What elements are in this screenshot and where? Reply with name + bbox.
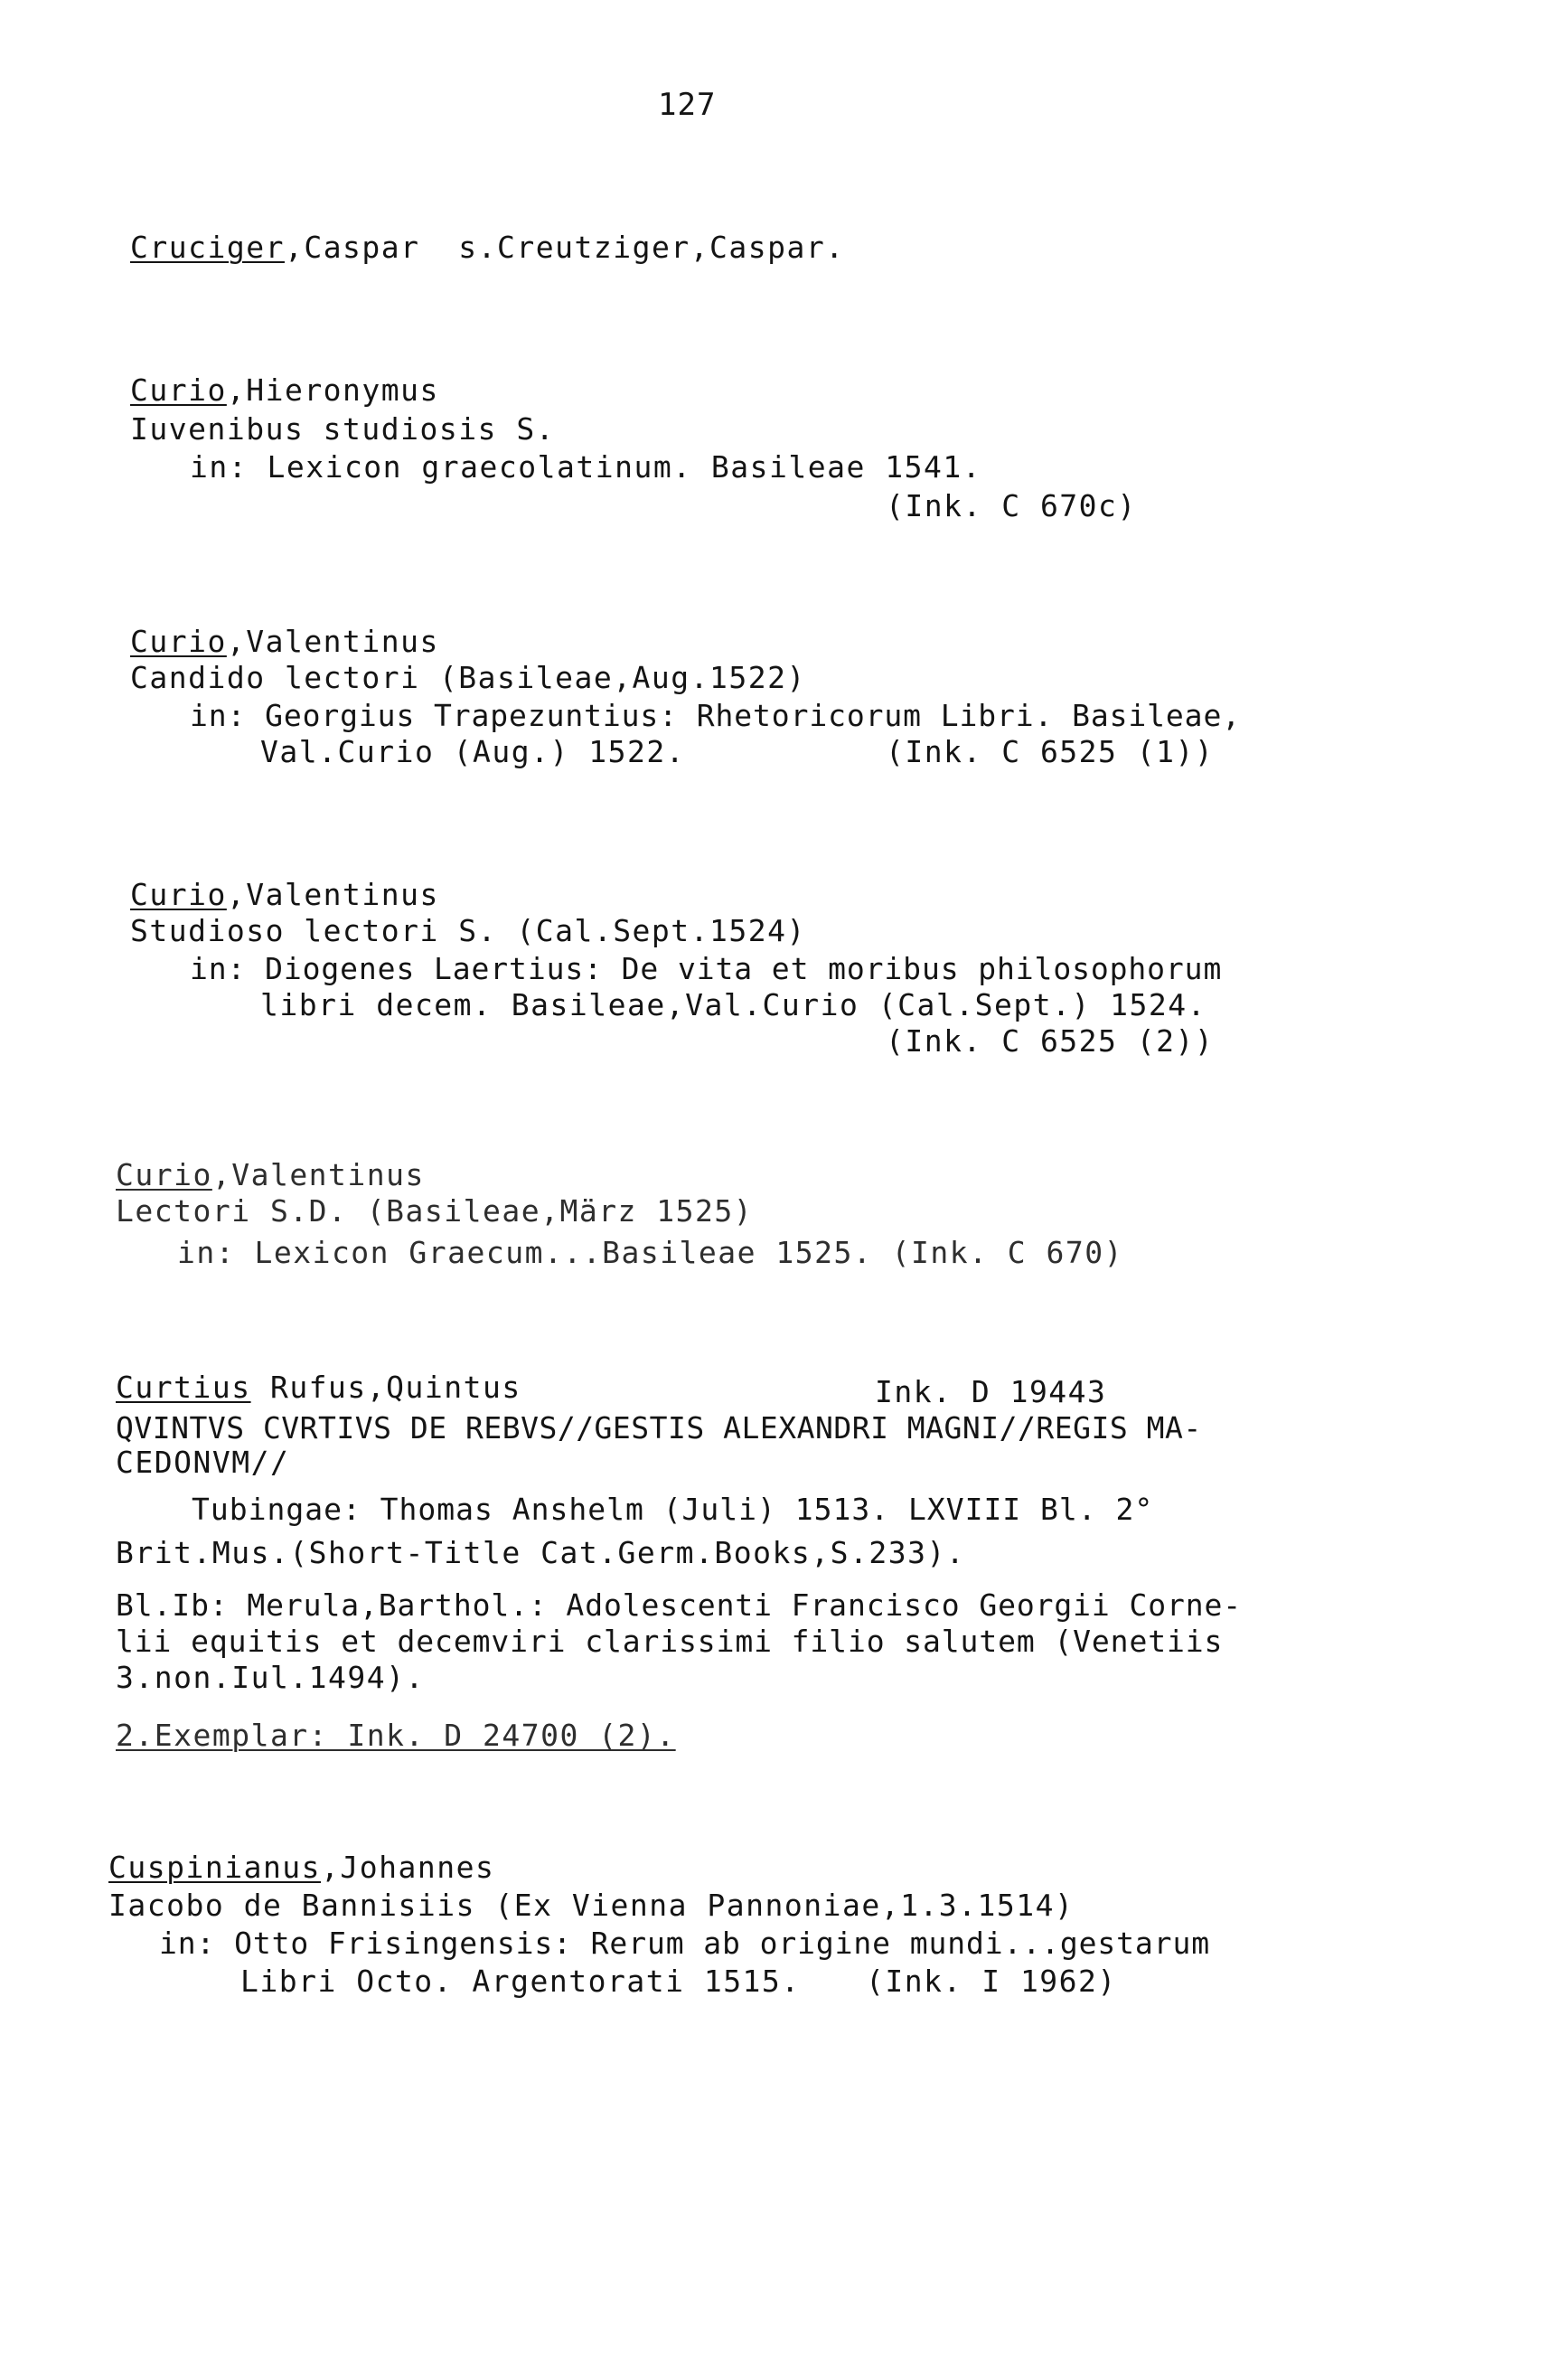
entry-heading: Curio [130, 372, 227, 408]
entry-call-number: Ink. D 19443 [875, 1374, 1107, 1409]
entry-text: Brit.Mus.(Short-Title Cat.Germ.Books,S.233). [116, 1535, 966, 1570]
entry-cruciger-heading-line [130, 230, 845, 266]
entry-heading: Curio [130, 877, 227, 912]
entry-text: Bl.Ib: Merula,Barthol.: Adolescenti Francisco Georgii Corne- [116, 1587, 1243, 1623]
entry-text: 3.non.Iul.1494). [116, 1660, 425, 1695]
entry-text: Rufus,Quintus [250, 1370, 521, 1405]
entry-text: Lectori S.D. (Basileae,März 1525) [116, 1193, 754, 1229]
entry-text: Libri Octo. Argentorati 1515. [240, 1964, 801, 1999]
entry-curio-hieronymus-heading-line [130, 372, 439, 409]
entry-call-number: (Ink. I 1962) [866, 1964, 1117, 1999]
entry-text: lii equitis et decemviri clarissimi filio salutem (Venetiis [116, 1624, 1224, 1659]
entry-text: ,Caspar s.Creutziger,Caspar. [284, 230, 845, 265]
entry-text: Iacobo de Bannisiis (Ex Vienna Pannoniae,1.3.1514) [108, 1888, 1075, 1923]
entry-text: Studioso lectori S. (Cal.Sept.1524) [130, 913, 806, 948]
entry-text: CEDONVM// [116, 1445, 290, 1480]
entry-heading: Cuspinianus [108, 1850, 322, 1885]
page-number: 127 [658, 87, 717, 123]
entry-heading: Curio [130, 624, 227, 659]
entry-call-number: (Ink. C 670c) [886, 488, 1137, 523]
entry-text: Iuvenibus studiosis S. [130, 411, 556, 447]
entry-text: ,Johannes [321, 1850, 495, 1885]
entry-heading: Curtius [116, 1370, 251, 1405]
entry-text: Val.Curio (Aug.) 1522. [260, 734, 686, 769]
entry-curio-valentinus-2-heading-line [130, 877, 439, 913]
entry-text: ,Hieronymus [226, 372, 439, 408]
entry-text: in: Otto Frisingensis: Rerum ab origine mundi...gestarum [159, 1926, 1210, 1961]
entry-curtius-heading-line [116, 1370, 521, 1406]
entry-text: ,Valentinus [211, 1157, 425, 1192]
entry-text: QVINTVS CVRTIVS DE REBVS//GESTIS ALEXANDRI MAGNI//REGIS MA- [116, 1410, 1202, 1446]
entry-call-number: (Ink. C 6525 (2)) [886, 1023, 1215, 1059]
entry-second-copy [116, 1718, 676, 1754]
entry-text: in: Diogenes Laertius: De vita et moribus philosophorum [190, 951, 1223, 986]
entry-heading: Cruciger [130, 230, 285, 265]
entry-text: Candido lectori (Basileae,Aug.1522) [130, 660, 806, 695]
entry-text: ,Valentinus [226, 624, 439, 659]
entry-text: ,Valentinus [226, 877, 439, 912]
entry-cuspinianus-heading-line [108, 1850, 494, 1886]
entry-text: in: Lexicon Graecum...Basileae 1525. (Ink. C 670) [177, 1235, 1124, 1270]
entry-text: in: Georgius Trapezuntius: Rhetoricorum Libri. Basileae, [190, 698, 1241, 733]
entry-text: libri decem. Basileae,Val.Curio (Cal.Sept.) 1524. [260, 987, 1207, 1022]
entry-heading: Curio [116, 1157, 212, 1192]
entry-text: in: Lexicon graecolatinum. Basileae 1541. [190, 449, 982, 485]
entry-text: Tubingae: Thomas Anshelm (Juli) 1513. LXVIII Bl. 2° [192, 1492, 1154, 1527]
entry-text: 2.Exemplar: Ink. D 24700 (2). [116, 1718, 676, 1753]
entry-curio-valentinus-1-heading-line [130, 624, 439, 660]
entry-curio-valentinus-3-heading-line [116, 1157, 425, 1193]
entry-call-number: (Ink. C 6525 (1)) [886, 734, 1215, 769]
